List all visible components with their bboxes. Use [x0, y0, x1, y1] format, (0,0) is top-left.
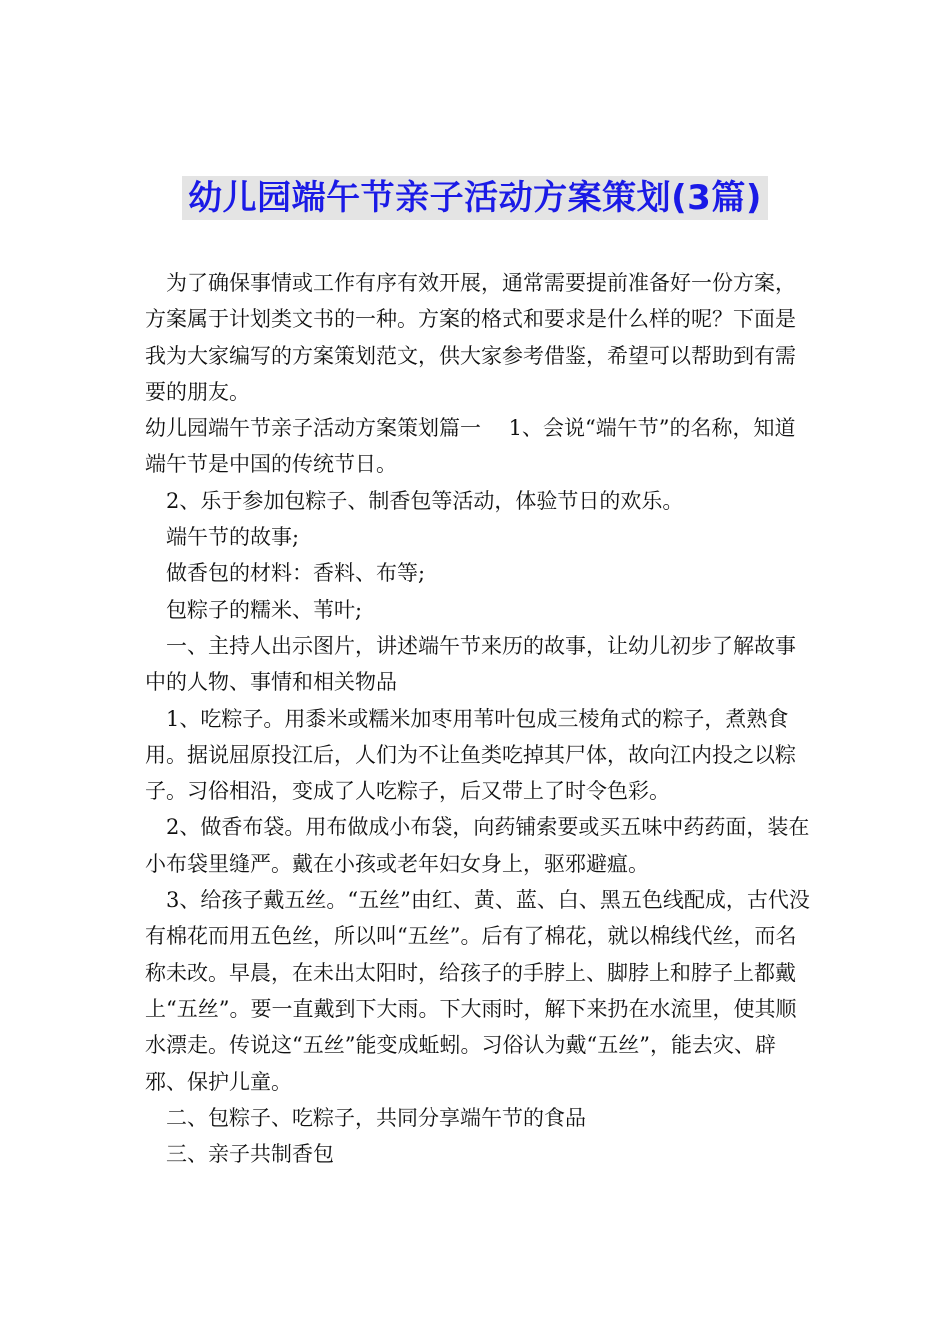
document-title: 幼儿园端午节亲子活动方案策划(3篇) — [182, 176, 768, 220]
paragraph-custom-zongzi: 1、吃粽子。用黍米或糯米加枣用苇叶包成三棱角式的粽子，煮熟食用。据说屈原投江后，人们为不让鱼类吃掉其尸体，故向江内投之以粽子。习俗相沿，变成了人吃粽子，后又带上了时令色彩。 — [145, 706, 796, 804]
paragraph-custom-five-threads: 3、给孩子戴五丝。“五丝”由红、黄、蓝、白、黑五色线配成，古代没有棉花而用五色丝，所以叫“五丝”。后有了棉花，就以棉线代丝，而名称未改。早晨，在未出太阳时，给孩子的手脖上、脚脖上和脖子上都戴上“五丝”。要一直戴到下大雨。下大雨时，解下来扔在水流里，使其顺水漂走。传说这“五丝”能变成蚯蚓。习俗认为戴“五丝”，能去灾、辟邪、保护儿童。 — [145, 888, 810, 1094]
paragraph-prep-materials: 做香包的材料：香料、布等; — [166, 561, 426, 586]
paragraph-plan-one-goal-1: 幼儿园端午节亲子活动方案策划篇一 1、会说“端午节”的名称，知道端午节是中国的传统节日。 — [145, 416, 796, 477]
paragraph-prep-rice: 包粽子的糯米、苇叶; — [166, 597, 363, 622]
title-container — [0, 176, 950, 220]
paragraph-goal-2: 2、乐于参加包粽子、制香包等活动，体验节日的欢乐。 — [166, 488, 684, 513]
paragraph-custom-sachet: 2、做香布袋。用布做成小布袋，向药铺索要或买五味中药药面，装在小布袋里缝严。戴在小孩或老年妇女身上，驱邪避瘟。 — [145, 815, 810, 876]
paragraph-step-one: 一、主持人出示图片，讲述端午节来历的故事，让幼儿初步了解故事中的人物、事情和相关物品 — [145, 633, 796, 695]
paragraph-step-two: 二、包粽子、吃粽子，共同分享端午节的食品 — [166, 1105, 586, 1130]
paragraph-prep-story: 端午节的故事; — [166, 525, 300, 550]
paragraph-step-three: 三、亲子共制香包 — [166, 1142, 334, 1167]
document-body — [145, 265, 810, 1172]
paragraph-intro: 为了确保事情或工作有序有效开展，通常需要提前准备好一份方案，方案属于计划类文书的一种。方案的格式和要求是什么样的呢？下面是我为大家编写的方案策划范文，供大家参考借鉴，希望可以帮助到有需要的朋友。 — [145, 271, 796, 404]
